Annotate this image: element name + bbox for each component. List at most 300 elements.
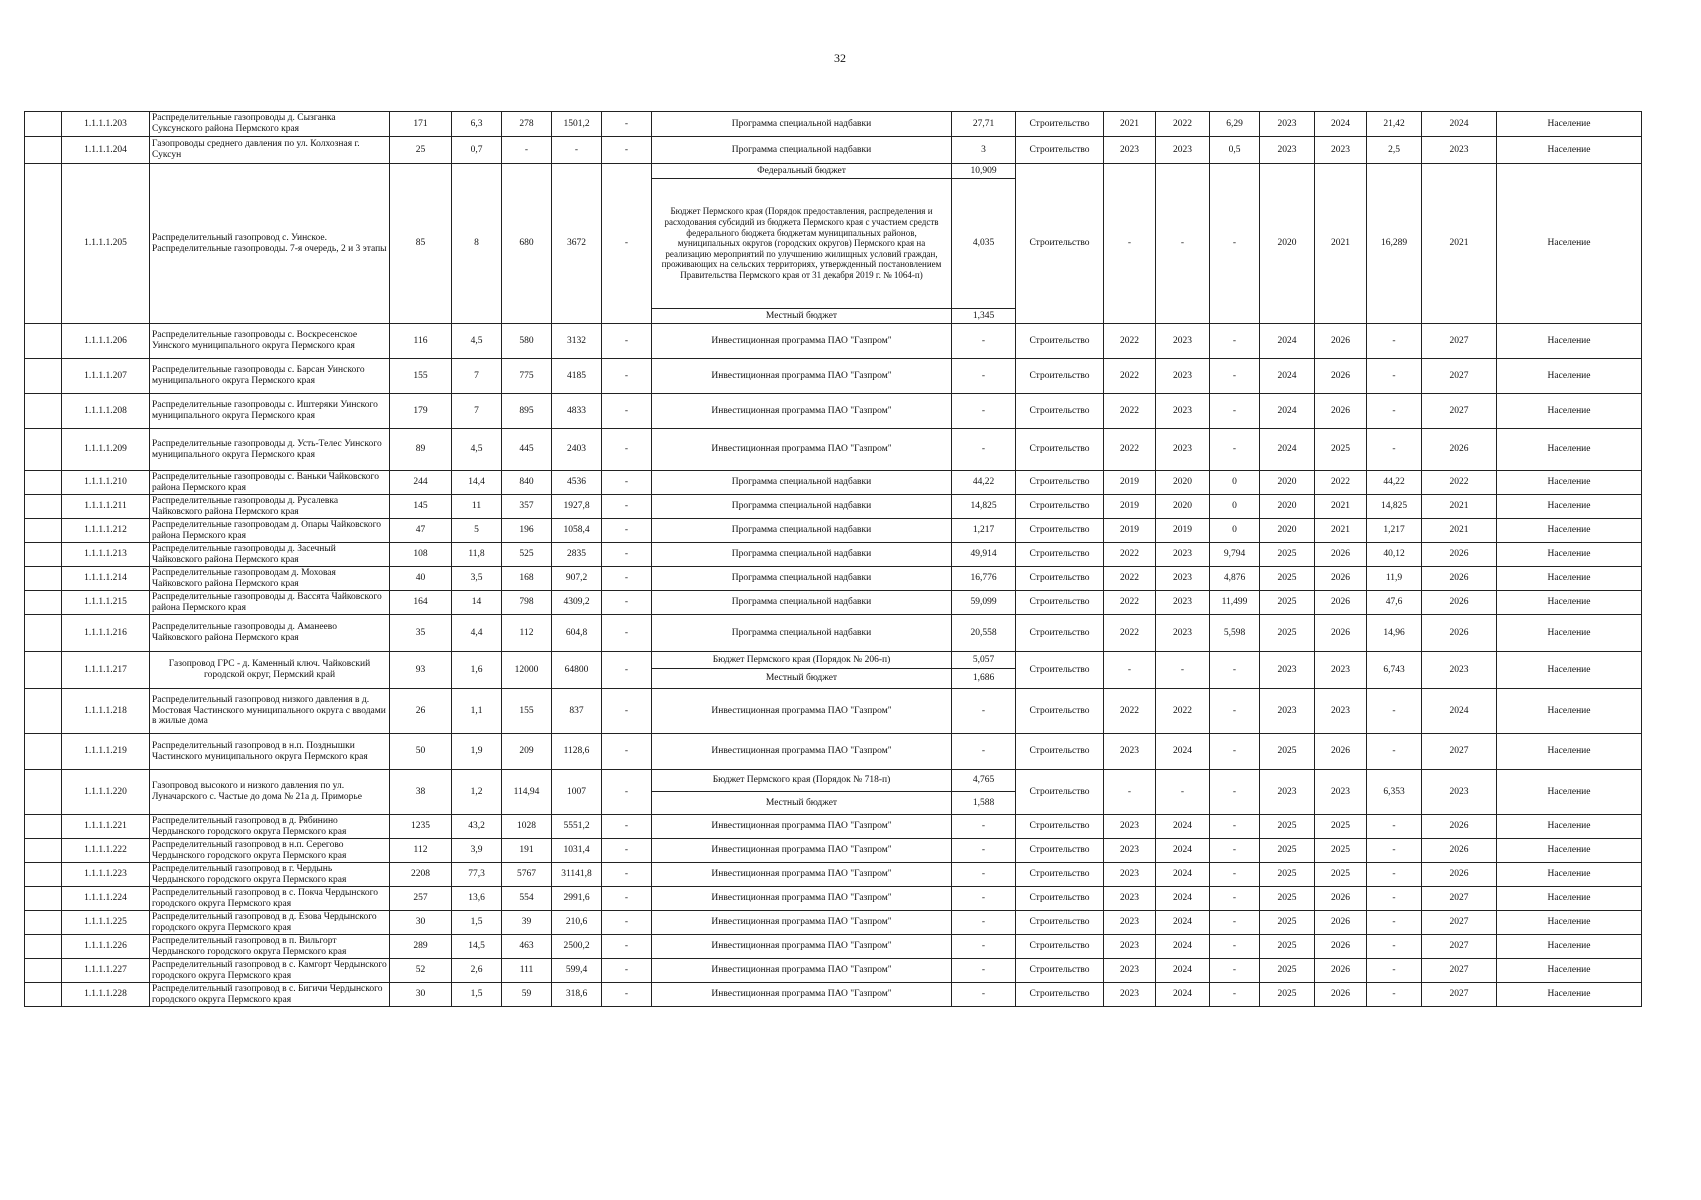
- row-id: 1.1.1.1.212: [62, 519, 150, 543]
- row-id: 1.1.1.1.224: [62, 887, 150, 911]
- row-id: 1.1.1.1.205: [62, 164, 150, 324]
- cell-v2: -: [1367, 959, 1422, 983]
- cell-c3: 12000: [502, 652, 552, 689]
- row-id: 1.1.1.1.219: [62, 734, 150, 770]
- row-id: 1.1.1.1.222: [62, 839, 150, 863]
- row-id: 1.1.1.1.203: [62, 112, 150, 137]
- funding-amount: -: [952, 839, 1016, 863]
- cell-c2: 2,6: [452, 959, 502, 983]
- funding-amount: -: [952, 959, 1016, 983]
- object-name: Распределительные газопроводам д. Опары Чайковского района Пермского края: [150, 519, 390, 543]
- table-row: [25, 112, 1642, 137]
- cell-c5: -: [602, 863, 652, 887]
- table-row: [25, 815, 1642, 839]
- cell-work: Строительство: [1016, 689, 1104, 734]
- cell-y2: 2020: [1156, 471, 1210, 495]
- cell-v2: -: [1367, 394, 1422, 429]
- cell-cat: Население: [1497, 887, 1642, 911]
- funding-source: Инвестиционная программа ПАО "Газпром": [652, 429, 952, 471]
- cell-y4: 2021: [1315, 519, 1367, 543]
- cell-y2: 2024: [1156, 959, 1210, 983]
- blank-cell: [25, 519, 62, 543]
- table-row: [25, 983, 1642, 1007]
- cell-c2: 1,2: [452, 770, 502, 815]
- cell-y5: 2021: [1422, 495, 1497, 519]
- cell-c2: 8: [452, 164, 502, 324]
- funding-source: Инвестиционная программа ПАО "Газпром": [652, 863, 952, 887]
- cell-c5: -: [602, 164, 652, 324]
- funding-source: Инвестиционная программа ПАО "Газпром": [652, 887, 952, 911]
- cell-y1: 2023: [1104, 935, 1156, 959]
- cell-y1: 2022: [1104, 689, 1156, 734]
- cell-v1: -: [1210, 324, 1260, 359]
- cell-y2: -: [1156, 164, 1210, 324]
- cell-y3: 2020: [1260, 519, 1315, 543]
- row-id: 1.1.1.1.228: [62, 983, 150, 1007]
- cell-c4: 4833: [552, 394, 602, 429]
- cell-y3: 2020: [1260, 495, 1315, 519]
- cell-work: Строительство: [1016, 770, 1104, 815]
- cell-y3: 2023: [1260, 137, 1315, 164]
- cell-y2: 2023: [1156, 137, 1210, 164]
- cell-v1: 5,598: [1210, 615, 1260, 652]
- row-id: 1.1.1.1.210: [62, 471, 150, 495]
- cell-c2: 14,4: [452, 471, 502, 495]
- cell-c2: 43,2: [452, 815, 502, 839]
- cell-y2: -: [1156, 770, 1210, 815]
- funding-amount: -: [952, 863, 1016, 887]
- cell-c4: 1058,4: [552, 519, 602, 543]
- funding-amount: 1,686: [952, 669, 1016, 689]
- cell-y2: 2024: [1156, 863, 1210, 887]
- cell-cat: Население: [1497, 591, 1642, 615]
- cell-v1: 4,876: [1210, 567, 1260, 591]
- table-row: [25, 567, 1642, 591]
- cell-y4: 2026: [1315, 359, 1367, 394]
- cell-c3: 5767: [502, 863, 552, 887]
- row-id: 1.1.1.1.225: [62, 911, 150, 935]
- cell-y2: 2024: [1156, 935, 1210, 959]
- object-name: Распределительные газопроводы с. Воскресенское Уинского муниципального округа Пермского края: [150, 324, 390, 359]
- cell-y4: 2026: [1315, 911, 1367, 935]
- object-name: Распределительные газопроводы с. Барсан Уинского муниципального округа Пермского края: [150, 359, 390, 394]
- cell-c5: -: [602, 591, 652, 615]
- cell-v2: 40,12: [1367, 543, 1422, 567]
- cell-work: Строительство: [1016, 815, 1104, 839]
- cell-y4: 2026: [1315, 935, 1367, 959]
- cell-y3: 2025: [1260, 591, 1315, 615]
- cell-c4: 1927,8: [552, 495, 602, 519]
- cell-y3: 2025: [1260, 911, 1315, 935]
- object-name: Распределительный газопровод с. Уинское. Распределительные газопроводы. 7-я очередь, 2 и 3 этапы: [150, 164, 390, 324]
- funding-amount: -: [952, 734, 1016, 770]
- cell-y3: 2025: [1260, 983, 1315, 1007]
- cell-c1: 155: [390, 359, 452, 394]
- cell-cat: Население: [1497, 359, 1642, 394]
- blank-cell: [25, 887, 62, 911]
- cell-cat: Население: [1497, 815, 1642, 839]
- funding-amount: -: [952, 689, 1016, 734]
- cell-c3: 840: [502, 471, 552, 495]
- cell-y2: 2024: [1156, 734, 1210, 770]
- cell-cat: Население: [1497, 495, 1642, 519]
- cell-c3: 111: [502, 959, 552, 983]
- cell-v2: 16,289: [1367, 164, 1422, 324]
- cell-c1: 171: [390, 112, 452, 137]
- cell-y1: 2019: [1104, 471, 1156, 495]
- funding-source: Инвестиционная программа ПАО "Газпром": [652, 911, 952, 935]
- cell-cat: Население: [1497, 324, 1642, 359]
- cell-c3: 196: [502, 519, 552, 543]
- cell-c1: 26: [390, 689, 452, 734]
- cell-y1: 2023: [1104, 734, 1156, 770]
- cell-y2: 2022: [1156, 112, 1210, 137]
- cell-c4: -: [552, 137, 602, 164]
- table-row: [25, 471, 1642, 495]
- cell-y1: -: [1104, 770, 1156, 815]
- cell-y5: 2026: [1422, 815, 1497, 839]
- cell-c4: 1031,4: [552, 839, 602, 863]
- cell-y5: 2027: [1422, 887, 1497, 911]
- table-row: [25, 839, 1642, 863]
- cell-v1: 11,499: [1210, 591, 1260, 615]
- cell-work: Строительство: [1016, 615, 1104, 652]
- cell-y3: 2023: [1260, 112, 1315, 137]
- cell-y1: 2022: [1104, 429, 1156, 471]
- cell-y4: 2025: [1315, 815, 1367, 839]
- cell-v2: -: [1367, 863, 1422, 887]
- object-name: Распределительный газопровод в д. Езова Чердынского городского округа Пермского края: [150, 911, 390, 935]
- cell-cat: Население: [1497, 652, 1642, 689]
- table-row: [25, 935, 1642, 959]
- object-name: Распределительные газопроводы д. Аманеево Чайковского района Пермского края: [150, 615, 390, 652]
- cell-c1: 289: [390, 935, 452, 959]
- cell-v1: 6,29: [1210, 112, 1260, 137]
- funding-amount: -: [952, 911, 1016, 935]
- cell-y3: 2024: [1260, 359, 1315, 394]
- cell-c5: -: [602, 495, 652, 519]
- cell-work: Строительство: [1016, 164, 1104, 324]
- cell-c4: 31141,8: [552, 863, 602, 887]
- cell-y5: 2021: [1422, 164, 1497, 324]
- cell-c3: 798: [502, 591, 552, 615]
- funding-amount: -: [952, 394, 1016, 429]
- table-row: [25, 959, 1642, 983]
- cell-c2: 7: [452, 359, 502, 394]
- cell-work: Строительство: [1016, 543, 1104, 567]
- funding-source: Местный бюджет: [652, 309, 952, 324]
- cell-y4: 2026: [1315, 734, 1367, 770]
- cell-v2: -: [1367, 689, 1422, 734]
- blank-cell: [25, 591, 62, 615]
- funding-source: Бюджет Пермского края (Порядок № 206-п): [652, 652, 952, 669]
- cell-c5: -: [602, 471, 652, 495]
- cell-work: Строительство: [1016, 959, 1104, 983]
- blank-cell: [25, 324, 62, 359]
- cell-v2: -: [1367, 839, 1422, 863]
- row-id: 1.1.1.1.223: [62, 863, 150, 887]
- cell-y4: 2023: [1315, 689, 1367, 734]
- cell-c4: 2500,2: [552, 935, 602, 959]
- table-row: [25, 863, 1642, 887]
- blank-cell: [25, 935, 62, 959]
- cell-y4: 2023: [1315, 137, 1367, 164]
- cell-y5: 2026: [1422, 591, 1497, 615]
- funding-amount: 44,22: [952, 471, 1016, 495]
- cell-y3: 2025: [1260, 959, 1315, 983]
- object-name: Распределительный газопровод в с. Покча Чердынского городского округа Пермского края: [150, 887, 390, 911]
- cell-c2: 7: [452, 394, 502, 429]
- cell-c3: 680: [502, 164, 552, 324]
- cell-v2: -: [1367, 359, 1422, 394]
- cell-work: Строительство: [1016, 911, 1104, 935]
- object-name: Распределительные газопроводы д. Вассята Чайковского района Пермского края: [150, 591, 390, 615]
- blank-cell: [25, 615, 62, 652]
- cell-work: Строительство: [1016, 863, 1104, 887]
- cell-c3: 59: [502, 983, 552, 1007]
- funding-source: Инвестиционная программа ПАО "Газпром": [652, 394, 952, 429]
- cell-y2: 2023: [1156, 567, 1210, 591]
- object-name: Распределительные газопроводы с. Иштеряки Уинского муниципального округа Пермского края: [150, 394, 390, 429]
- cell-y4: 2026: [1315, 394, 1367, 429]
- cell-y5: 2024: [1422, 689, 1497, 734]
- cell-y2: 2024: [1156, 839, 1210, 863]
- funding-source: Федеральный бюджет: [652, 164, 952, 179]
- object-name: Распределительные газопроводам д. Моховая Чайковского района Пермского края: [150, 567, 390, 591]
- cell-v1: 0: [1210, 495, 1260, 519]
- cell-c4: 1007: [552, 770, 602, 815]
- cell-c2: 4,5: [452, 429, 502, 471]
- cell-c4: 599,4: [552, 959, 602, 983]
- object-name: Распределительный газопровод в г. Чердынь Чердынского городского округа Пермского края: [150, 863, 390, 887]
- cell-work: Строительство: [1016, 429, 1104, 471]
- row-id: 1.1.1.1.220: [62, 770, 150, 815]
- cell-c3: 525: [502, 543, 552, 567]
- cell-cat: Население: [1497, 734, 1642, 770]
- cell-cat: Население: [1497, 567, 1642, 591]
- funding-source: Программа специальной надбавки: [652, 495, 952, 519]
- cell-v1: -: [1210, 359, 1260, 394]
- cell-y1: 2022: [1104, 591, 1156, 615]
- cell-c1: 47: [390, 519, 452, 543]
- object-name: Распределительный газопровод в с. Камгорт Чердынского городского округа Пермского края: [150, 959, 390, 983]
- cell-y4: 2021: [1315, 495, 1367, 519]
- blank-cell: [25, 471, 62, 495]
- blank-cell: [25, 959, 62, 983]
- cell-v2: 6,743: [1367, 652, 1422, 689]
- blank-cell: [25, 543, 62, 567]
- cell-y5: 2026: [1422, 543, 1497, 567]
- cell-cat: Население: [1497, 935, 1642, 959]
- cell-y4: 2026: [1315, 887, 1367, 911]
- cell-y1: 2021: [1104, 112, 1156, 137]
- cell-v1: 9,794: [1210, 543, 1260, 567]
- cell-work: Строительство: [1016, 652, 1104, 689]
- row-id: 1.1.1.1.207: [62, 359, 150, 394]
- cell-c2: 14: [452, 591, 502, 615]
- cell-c2: 5: [452, 519, 502, 543]
- cell-y4: 2026: [1315, 567, 1367, 591]
- cell-y3: 2020: [1260, 471, 1315, 495]
- cell-y3: 2025: [1260, 863, 1315, 887]
- cell-c5: -: [602, 959, 652, 983]
- funding-amount: -: [952, 359, 1016, 394]
- row-id: 1.1.1.1.209: [62, 429, 150, 471]
- cell-work: Строительство: [1016, 112, 1104, 137]
- cell-c1: 85: [390, 164, 452, 324]
- cell-c5: -: [602, 519, 652, 543]
- cell-work: Строительство: [1016, 519, 1104, 543]
- cell-c5: -: [602, 359, 652, 394]
- cell-c5: -: [602, 887, 652, 911]
- cell-y4: 2026: [1315, 543, 1367, 567]
- cell-cat: Население: [1497, 394, 1642, 429]
- cell-v2: -: [1367, 324, 1422, 359]
- cell-y3: 2023: [1260, 770, 1315, 815]
- row-id: 1.1.1.1.211: [62, 495, 150, 519]
- cell-y1: 2023: [1104, 815, 1156, 839]
- cell-c2: 4,5: [452, 324, 502, 359]
- cell-y5: 2021: [1422, 519, 1497, 543]
- blank-cell: [25, 734, 62, 770]
- table-row: [25, 689, 1642, 734]
- cell-c4: 4185: [552, 359, 602, 394]
- cell-v1: -: [1210, 734, 1260, 770]
- cell-y4: 2021: [1315, 164, 1367, 324]
- cell-y3: 2024: [1260, 394, 1315, 429]
- cell-c2: 3,5: [452, 567, 502, 591]
- cell-c4: 4309,2: [552, 591, 602, 615]
- funding-source: Программа специальной надбавки: [652, 567, 952, 591]
- cell-c1: 164: [390, 591, 452, 615]
- funding-source: Инвестиционная программа ПАО "Газпром": [652, 815, 952, 839]
- cell-work: Строительство: [1016, 471, 1104, 495]
- cell-v2: -: [1367, 935, 1422, 959]
- object-name: Распределительный газопровод в с. Бигичи Чердынского городского округа Пермского края: [150, 983, 390, 1007]
- cell-y1: 2023: [1104, 887, 1156, 911]
- cell-y4: 2026: [1315, 983, 1367, 1007]
- cell-v2: 11,9: [1367, 567, 1422, 591]
- cell-c5: -: [602, 839, 652, 863]
- cell-c1: 50: [390, 734, 452, 770]
- blank-cell: [25, 567, 62, 591]
- cell-c4: 1128,6: [552, 734, 602, 770]
- cell-y4: 2025: [1315, 429, 1367, 471]
- cell-v1: -: [1210, 429, 1260, 471]
- blank-cell: [25, 359, 62, 394]
- cell-y3: 2025: [1260, 935, 1315, 959]
- cell-c2: 1,5: [452, 983, 502, 1007]
- cell-c2: 11,8: [452, 543, 502, 567]
- cell-y4: 2023: [1315, 770, 1367, 815]
- cell-y2: 2023: [1156, 359, 1210, 394]
- cell-c5: -: [602, 734, 652, 770]
- cell-c3: 191: [502, 839, 552, 863]
- cell-c1: 25: [390, 137, 452, 164]
- cell-y1: 2022: [1104, 615, 1156, 652]
- cell-y3: 2023: [1260, 652, 1315, 689]
- cell-y1: 2023: [1104, 863, 1156, 887]
- funding-amount: 20,558: [952, 615, 1016, 652]
- cell-v2: -: [1367, 911, 1422, 935]
- cell-y3: 2025: [1260, 567, 1315, 591]
- cell-c2: 11: [452, 495, 502, 519]
- cell-y5: 2024: [1422, 112, 1497, 137]
- cell-c4: 837: [552, 689, 602, 734]
- cell-work: Строительство: [1016, 137, 1104, 164]
- funding-source: Инвестиционная программа ПАО "Газпром": [652, 983, 952, 1007]
- row-id: 1.1.1.1.208: [62, 394, 150, 429]
- cell-c3: 445: [502, 429, 552, 471]
- table-row: [25, 591, 1642, 615]
- object-name: Распределительный газопровод низкого давления в д. Мостовая Частинского муниципального округа с вводами в жилые дома: [150, 689, 390, 734]
- cell-y5: 2027: [1422, 935, 1497, 959]
- cell-c1: 116: [390, 324, 452, 359]
- cell-c3: 278: [502, 112, 552, 137]
- blank-cell: [25, 652, 62, 689]
- blank-cell: [25, 394, 62, 429]
- cell-y5: 2027: [1422, 359, 1497, 394]
- cell-y1: 2022: [1104, 324, 1156, 359]
- object-name: Распределительные газопроводы д. Засечный Чайковского района Пермского края: [150, 543, 390, 567]
- cell-cat: Население: [1497, 471, 1642, 495]
- table-row: [25, 429, 1642, 471]
- cell-c4: 3132: [552, 324, 602, 359]
- page-number: 32: [834, 51, 846, 65]
- row-id: 1.1.1.1.226: [62, 935, 150, 959]
- cell-c5: -: [602, 983, 652, 1007]
- cell-v1: -: [1210, 959, 1260, 983]
- funding-amount: 4,765: [952, 770, 1016, 792]
- table-row: [25, 495, 1642, 519]
- cell-y3: 2025: [1260, 839, 1315, 863]
- cell-c5: -: [602, 112, 652, 137]
- cell-cat: Население: [1497, 770, 1642, 815]
- funding-source: Программа специальной надбавки: [652, 591, 952, 615]
- row-id: 1.1.1.1.216: [62, 615, 150, 652]
- cell-c4: 2991,6: [552, 887, 602, 911]
- cell-c1: 38: [390, 770, 452, 815]
- cell-y3: 2024: [1260, 429, 1315, 471]
- cell-c4: 1501,2: [552, 112, 602, 137]
- table-row: [25, 137, 1642, 164]
- cell-y2: 2022: [1156, 689, 1210, 734]
- object-name: Распределительные газопроводы д. Сызганка Суксунского района Пермского края: [150, 112, 390, 137]
- object-name: Распределительные газопроводы д. Усть-Телес Уинского муниципального округа Пермского края: [150, 429, 390, 471]
- cell-y1: 2022: [1104, 359, 1156, 394]
- cell-v1: -: [1210, 394, 1260, 429]
- cell-y2: 2023: [1156, 429, 1210, 471]
- cell-c2: 13,6: [452, 887, 502, 911]
- cell-y5: 2026: [1422, 615, 1497, 652]
- table-row: [25, 519, 1642, 543]
- cell-c1: 30: [390, 911, 452, 935]
- cell-v1: -: [1210, 911, 1260, 935]
- funding-amount: 14,825: [952, 495, 1016, 519]
- cell-y1: 2023: [1104, 983, 1156, 1007]
- cell-c2: 1,6: [452, 652, 502, 689]
- funding-amount: 10,909: [952, 164, 1016, 179]
- cell-y2: -: [1156, 652, 1210, 689]
- cell-c3: 554: [502, 887, 552, 911]
- cell-y4: 2026: [1315, 324, 1367, 359]
- table-row: [25, 394, 1642, 429]
- cell-work: Строительство: [1016, 394, 1104, 429]
- cell-y4: 2023: [1315, 652, 1367, 689]
- object-name: Распределительные газопроводы д. Русалевка Чайковского района Пермского края: [150, 495, 390, 519]
- blank-cell: [25, 164, 62, 324]
- cell-y5: 2026: [1422, 863, 1497, 887]
